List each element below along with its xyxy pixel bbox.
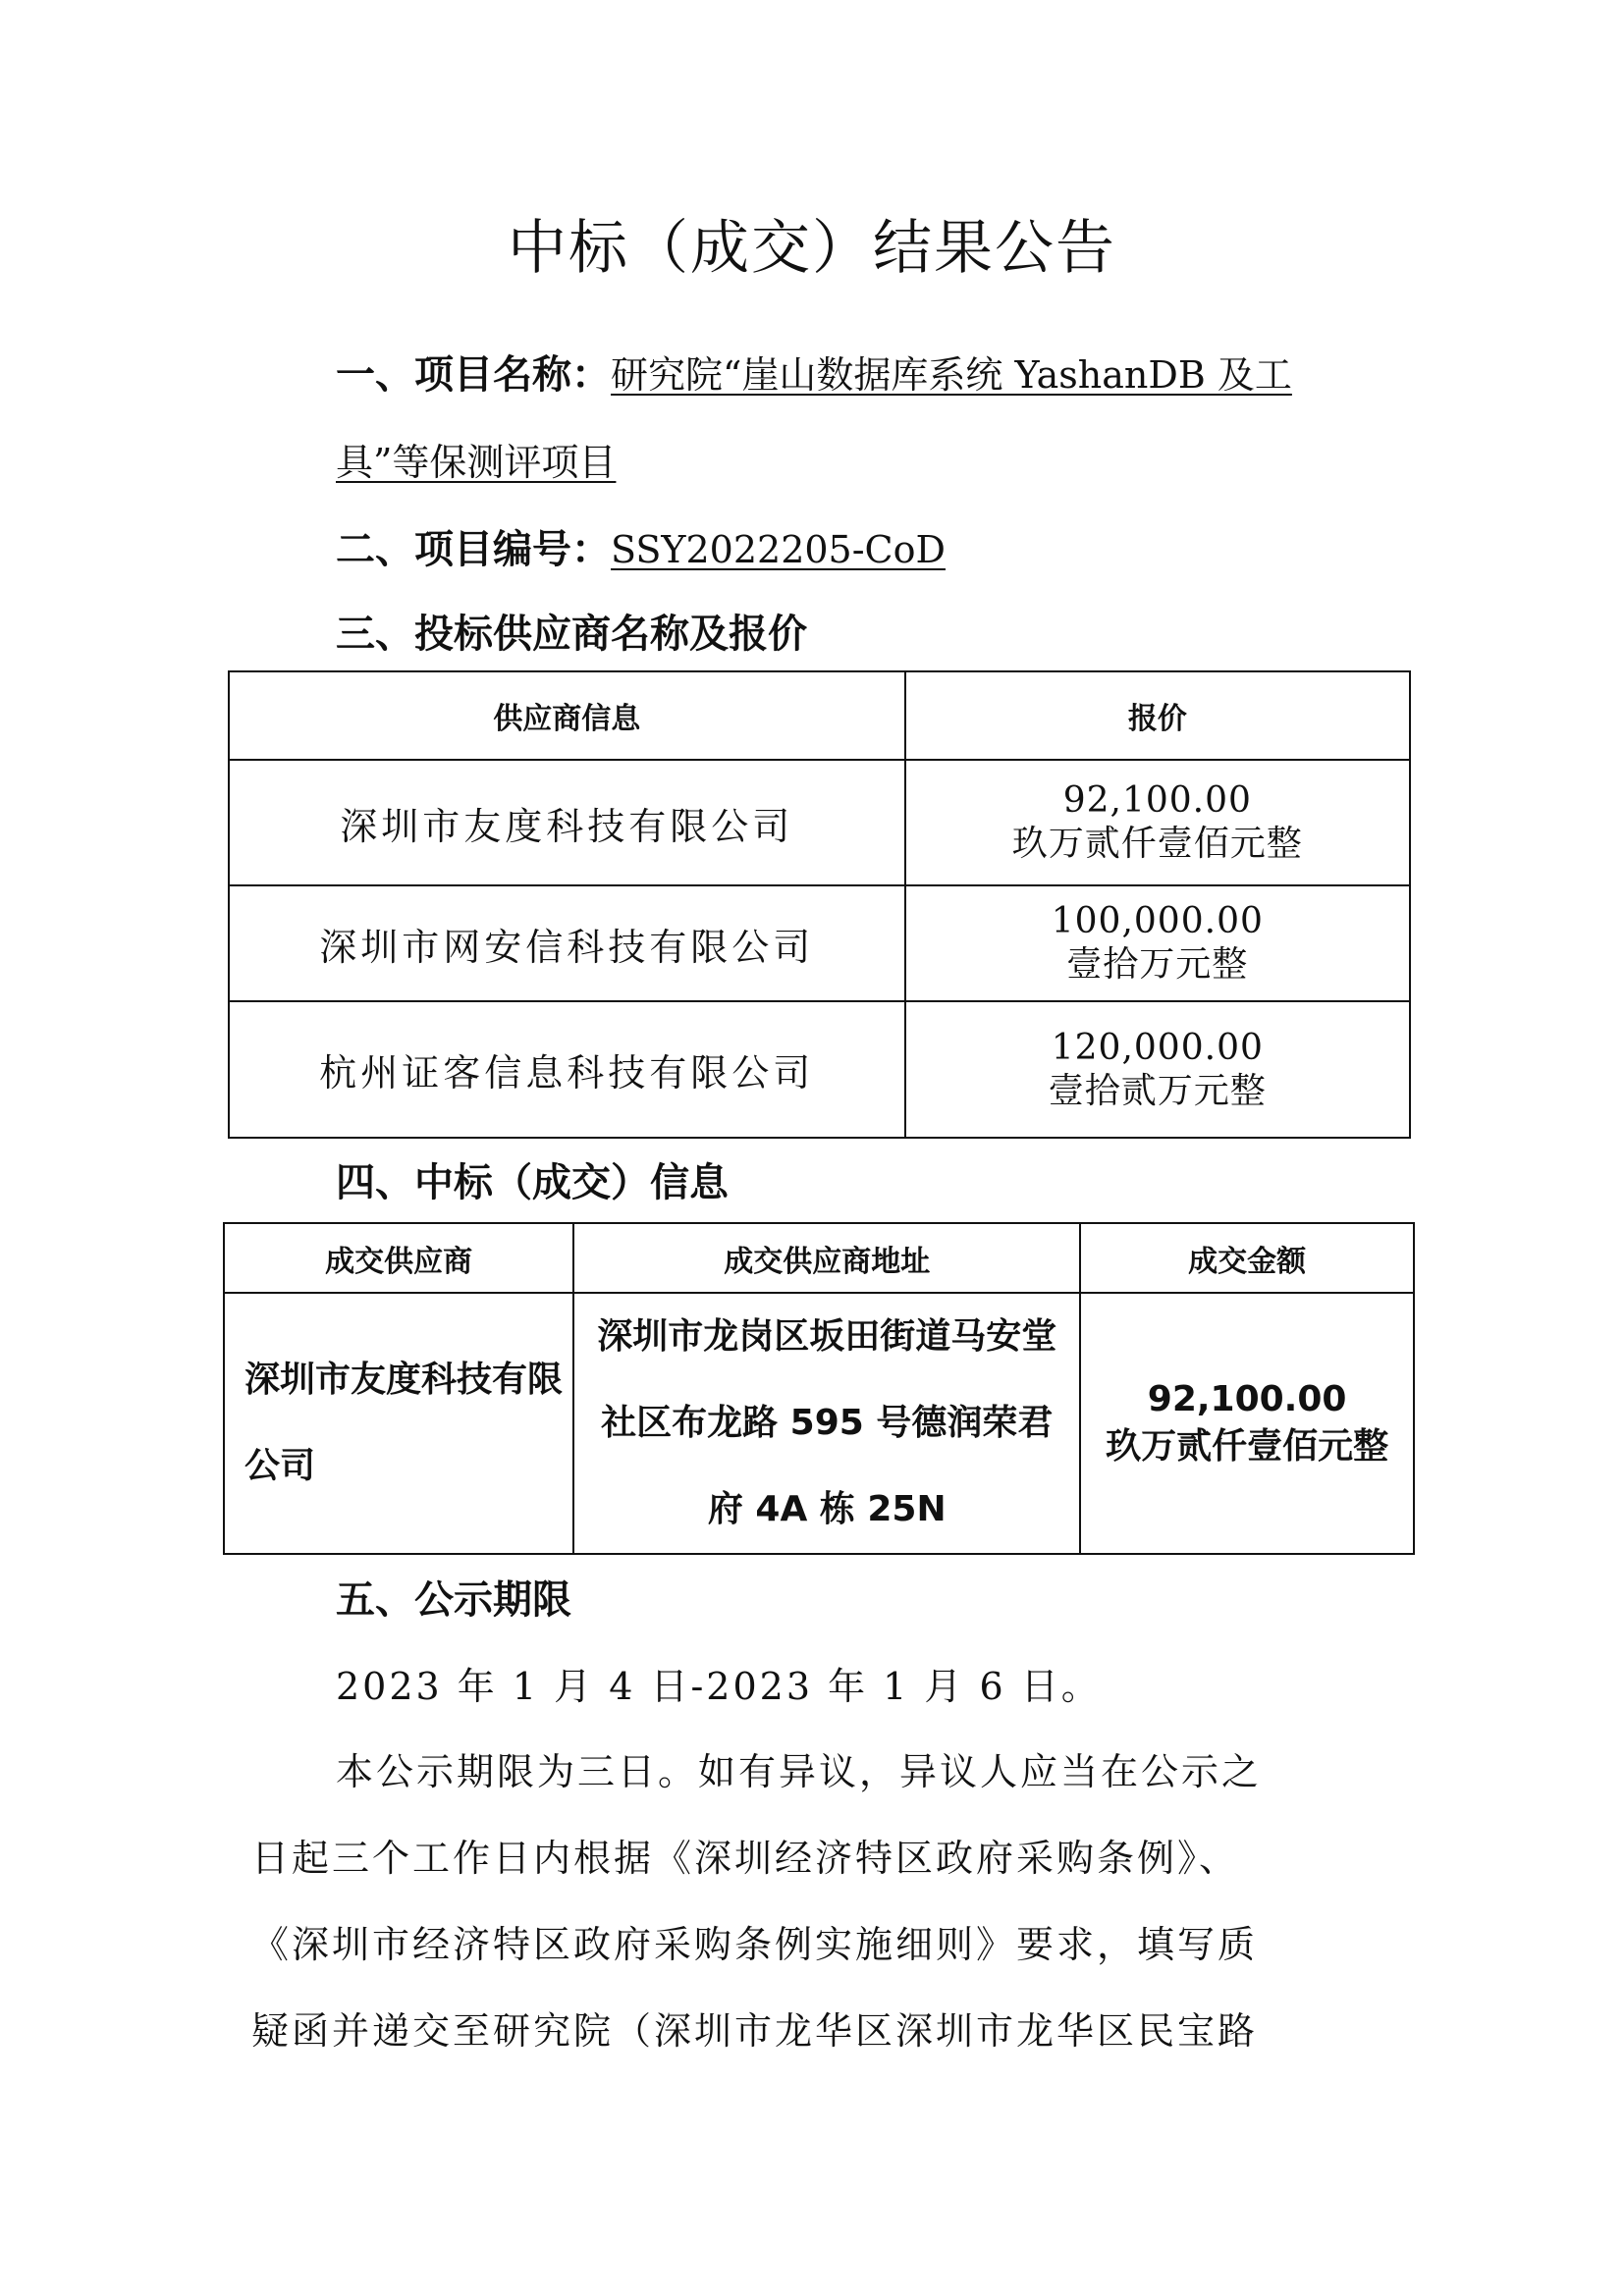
price-amount: 92,100.00	[1062, 780, 1252, 821]
project-name-value-line2: 具”等保测评项目	[336, 441, 617, 484]
table-row	[224, 1293, 1414, 1554]
project-name-value-line1: 研究院“崖山数据库系统 YashanDB 及工	[611, 353, 1292, 397]
supplier-price	[905, 760, 1410, 885]
header-award-amount: 成交金额	[1080, 1223, 1414, 1293]
table-header-row	[224, 1223, 1414, 1293]
notice-line: 日起三个工作日内根据《深圳经济特区政府采购条例》、	[251, 1837, 1240, 1880]
notice-period: 2023 年 1 月 4 日-2023 年 1 月 6 日。	[336, 1665, 1102, 1708]
price-amount: 100,000.00	[1051, 901, 1264, 941]
awarded-supplier-name: 深圳市友度科技有限公司	[224, 1293, 573, 1554]
price-amount-text: 壹拾万元整	[1066, 944, 1249, 985]
page-title: 中标（成交）结果公告	[508, 214, 1116, 283]
award-amount-number: 92,100.00	[1147, 1379, 1347, 1419]
price-amount: 120,000.00	[1051, 1027, 1264, 1068]
supplier-name: 杭州证客信息科技有限公司	[229, 1001, 905, 1138]
notice-line: 本公示期限为三日。如有异议，异议人应当在公示之	[336, 1750, 1263, 1793]
notice-line: 《深圳市经济特区政府采购条例实施细则》要求，填写质	[251, 1923, 1259, 1966]
supplier-name: 深圳市网安信科技有限公司	[229, 885, 905, 1001]
project-name-label: 一、项目名称：	[336, 352, 611, 398]
price-amount-text: 玖万贰仟壹佰元整	[1011, 824, 1303, 864]
section-bidders-heading: 三、投标供应商名称及报价	[336, 612, 807, 657]
header-awarded-supplier: 成交供应商	[224, 1223, 573, 1293]
section-period-heading: 五、公示期限	[336, 1577, 571, 1623]
section-project-number	[336, 518, 946, 574]
table-row	[229, 760, 1410, 885]
notice-line: 疑函并递交至研究院（深圳市龙华区深圳市龙华区民宝路	[251, 2009, 1259, 2053]
supplier-name: 深圳市友度科技有限公司	[229, 760, 905, 885]
section-award-heading: 四、中标（成交）信息	[336, 1160, 729, 1205]
section-project-name	[336, 344, 1292, 400]
header-supplier-info: 供应商信息	[229, 671, 905, 760]
award-table	[223, 1222, 1415, 1555]
award-amount-text: 玖万贰仟壹佰元整	[1106, 1426, 1389, 1467]
table-header-row	[229, 671, 1410, 760]
project-number-label: 二、项目编号：	[336, 527, 611, 572]
table-row	[229, 1001, 1410, 1138]
table-row	[229, 885, 1410, 1001]
header-price: 报价	[905, 671, 1410, 760]
header-supplier-address: 成交供应商地址	[573, 1223, 1080, 1293]
award-amount	[1080, 1293, 1414, 1554]
bidders-table	[228, 670, 1411, 1139]
supplier-price	[905, 885, 1410, 1001]
price-amount-text: 壹拾贰万元整	[1048, 1070, 1267, 1111]
project-number-value: SSY2022205-CoD	[611, 528, 946, 571]
supplier-price	[905, 1001, 1410, 1138]
awarded-supplier-address: 深圳市龙岗区坂田街道马安堂社区布龙路 595 号德润荣君府 4A 栋 25N	[573, 1293, 1080, 1554]
